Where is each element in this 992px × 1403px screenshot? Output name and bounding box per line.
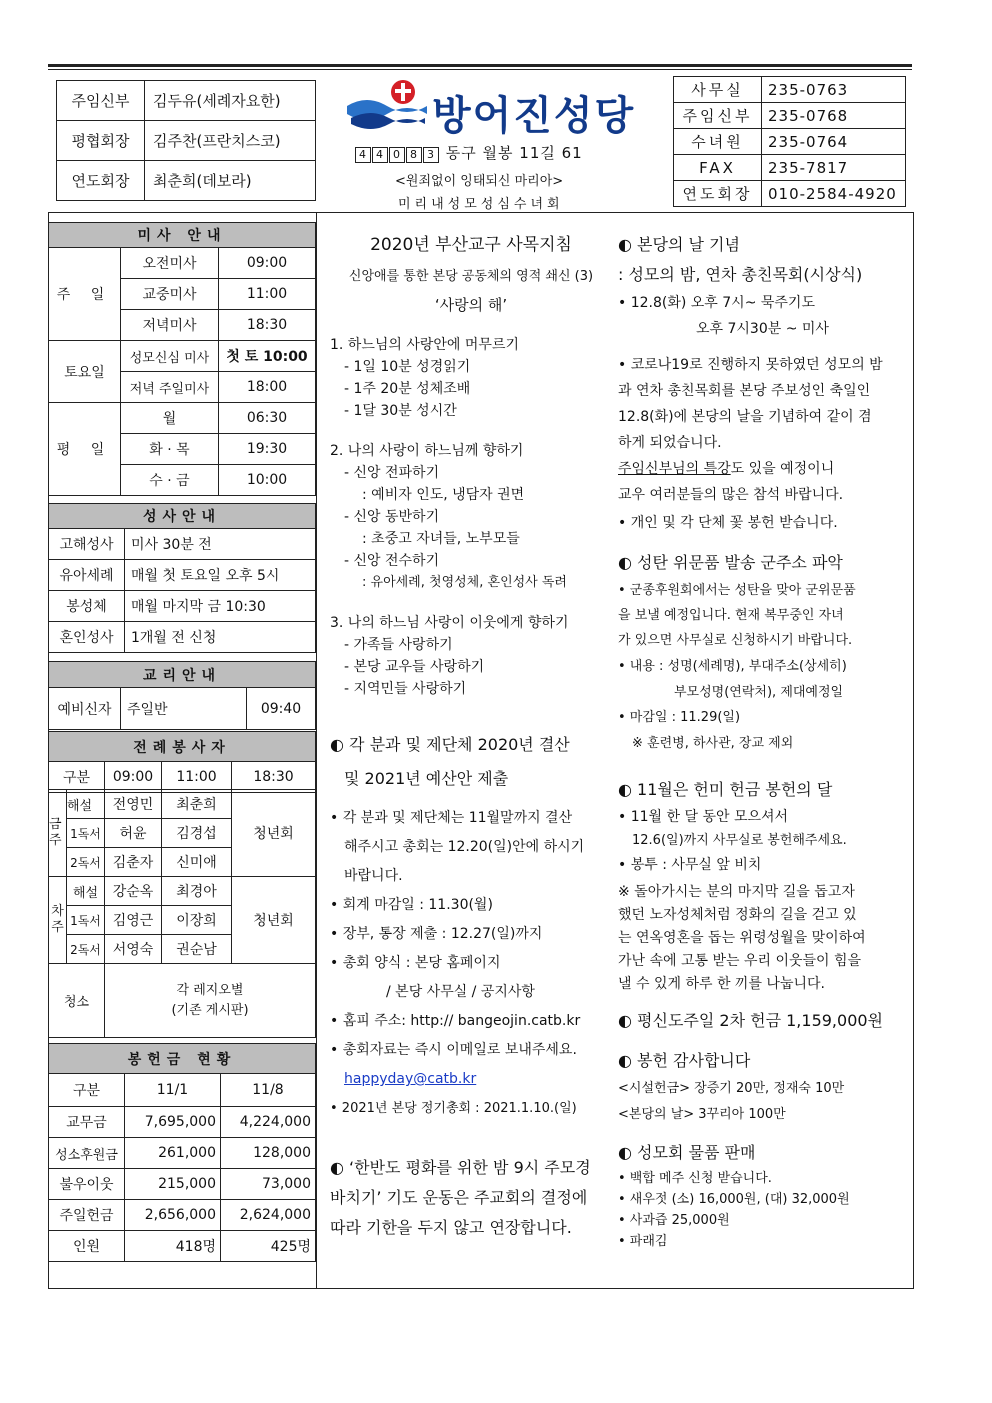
right-column bbox=[618, 230, 908, 1252]
server-role: 해설 bbox=[67, 790, 105, 819]
contact-label: 수녀원 bbox=[674, 129, 762, 155]
offering-value: 261,000 bbox=[125, 1138, 221, 1169]
gifts-deadline: • 마감일 : 11.29(일) bbox=[618, 710, 741, 725]
settlement-item: • 총회자료는 즉시 이메일로 보내주세요. bbox=[330, 1042, 577, 1058]
offering-value: 2,656,000 bbox=[125, 1200, 221, 1231]
server-name: 김춘자 bbox=[105, 848, 162, 877]
offering-value: 2,624,000 bbox=[221, 1200, 316, 1231]
server-role: 2독서 bbox=[67, 848, 105, 877]
server-role: 1독서 bbox=[67, 906, 105, 935]
sacrament-info: 매월 마지막 금 10:30 bbox=[125, 591, 316, 622]
server-this-week bbox=[48, 789, 316, 1038]
contact-label: 주임신부 bbox=[674, 103, 762, 129]
assembly-date: • 2021년 본당 정기총회 : 2021.1.10.(일) bbox=[330, 1101, 577, 1116]
server-name: 권순남 bbox=[162, 935, 232, 964]
staff-value: 김주찬(프란치스코) bbox=[145, 121, 316, 161]
november-note: 가난 속에 고통 받는 우리 이웃들이 힘을 bbox=[618, 953, 862, 969]
server-name: 전영민 bbox=[105, 790, 162, 819]
cleaning-line: (기존 게시판) bbox=[171, 1002, 249, 1018]
gifts-body: • 군종후원회에서는 성탄을 맞아 군위문품 bbox=[618, 583, 856, 598]
server-head-cell: 18:30 bbox=[232, 762, 316, 793]
server-role: 해설 bbox=[67, 877, 105, 906]
guideline-item: - 가족들 사랑하기 bbox=[344, 637, 453, 653]
staff-row bbox=[57, 161, 316, 201]
feast-lecture: 주임신부님의 특강 bbox=[618, 461, 731, 477]
offering-row bbox=[49, 1169, 316, 1200]
settlement-email-line bbox=[330, 1065, 612, 1094]
contact-value: 235-7817 bbox=[762, 155, 906, 181]
staff-value: 김두유(세례자요한) bbox=[145, 81, 316, 121]
peace-prayer: ◐ ‘한반도 평화를 위한 밤 9시 주모경 bbox=[330, 1158, 591, 1177]
staff-row bbox=[57, 121, 316, 161]
offering-name: 교무금 bbox=[49, 1107, 125, 1138]
feast-lecture-rest: 도 있을 예정이니 bbox=[730, 461, 835, 477]
offering-head-cell: 11/1 bbox=[125, 1074, 221, 1107]
guideline-item: : 예비자 인도, 냉담자 권면 bbox=[362, 487, 525, 503]
settlement-body: • 각 분과 및 제단체는 11월말까지 결산 bbox=[330, 810, 573, 826]
guideline-item: - 신앙 전수하기 bbox=[344, 553, 440, 569]
contact-row bbox=[674, 129, 906, 155]
mass-day: 주 일 bbox=[49, 248, 121, 341]
motto: <원죄없이 잉태되신 마리아> bbox=[395, 174, 564, 189]
feast-body: 교우 여러분들의 많은 참석 바랍니다. bbox=[618, 487, 844, 503]
street-address: 동구 월봉 11길 61 bbox=[445, 144, 583, 162]
mass-time: 11:00 bbox=[219, 279, 316, 310]
offering-value: 73,000 bbox=[221, 1169, 316, 1200]
server-head-cell: 09:00 bbox=[105, 762, 162, 793]
doctrine-row bbox=[49, 688, 316, 730]
postal-digit: 0 bbox=[389, 147, 405, 163]
feast-time: • 12.8(화) 오후 7시~ 묵주기도 bbox=[618, 295, 815, 311]
server-name: 이장희 bbox=[162, 906, 232, 935]
mass-name: 수 · 금 bbox=[121, 465, 219, 496]
guideline-item: - 지역민들 사랑하기 bbox=[344, 681, 467, 697]
postal-digit: 8 bbox=[406, 147, 422, 163]
guideline-point: 3. 나의 하느님 사랑이 이웃에게 향하기 bbox=[330, 615, 569, 631]
offering-value: 215,000 bbox=[125, 1169, 221, 1200]
guideline-subtitle: 신앙애를 통한 본당 공동체의 영적 쇄신 (3) bbox=[348, 269, 594, 284]
november-note: 했던 노자성체처럼 정화의 길을 걷고 있 bbox=[618, 907, 857, 923]
server-name: 강순옥 bbox=[105, 877, 162, 906]
gifts-exclude: ※ 훈련병, 하사관, 장교 제외 bbox=[632, 736, 794, 751]
server-head-cell: 11:00 bbox=[162, 762, 232, 793]
server-title: 전례봉사자 bbox=[49, 732, 316, 762]
offering-table bbox=[48, 1043, 316, 1262]
november-line: • 11월 한 달 동안 모으셔서 bbox=[618, 809, 789, 825]
mass-time: 10:00 bbox=[219, 465, 316, 496]
server-table bbox=[48, 731, 316, 793]
address bbox=[355, 142, 583, 163]
offering-value: 128,000 bbox=[221, 1138, 316, 1169]
guideline-item: - 1일 10분 성경읽기 bbox=[344, 359, 471, 375]
peace-prayer: 바치기’ 기도 운동은 주교회의 결정에 bbox=[330, 1188, 588, 1207]
mass-row bbox=[49, 248, 316, 279]
guideline-item: - 신앙 동반하기 bbox=[344, 509, 440, 525]
sacrament-row bbox=[49, 529, 316, 560]
contact-label: 연도회장 bbox=[674, 181, 762, 207]
contact-row bbox=[674, 77, 906, 103]
server-evening: 청년회 bbox=[232, 790, 316, 877]
november-line: • 봉투 : 사무실 앞 비치 bbox=[618, 857, 762, 873]
server-week-label: 금주 bbox=[49, 790, 67, 877]
sacrament-table bbox=[48, 503, 316, 653]
server-body bbox=[48, 789, 316, 1038]
sacrament-name: 혼인성사 bbox=[49, 622, 125, 653]
server-row bbox=[49, 877, 316, 906]
top-rule-thin bbox=[48, 69, 912, 70]
mass-time: 18:30 bbox=[219, 310, 316, 341]
guideline-item: - 신앙 전파하기 bbox=[344, 465, 440, 481]
settlement-item: / 본당 사무실 / 공지사항 bbox=[386, 984, 535, 1000]
server-role: 2독서 bbox=[67, 935, 105, 964]
offering-head bbox=[49, 1074, 316, 1107]
server-head bbox=[49, 762, 316, 793]
offering-value: 425명 bbox=[221, 1231, 316, 1262]
sale-title: ◐ 성모회 물품 판매 bbox=[618, 1143, 756, 1162]
offering-value: 4,224,000 bbox=[221, 1107, 316, 1138]
mass-name: 교중미사 bbox=[121, 279, 219, 310]
contact-value: 235-0763 bbox=[762, 77, 906, 103]
contact-value: 235-0764 bbox=[762, 129, 906, 155]
staff-table bbox=[56, 80, 316, 201]
sacrament-info: 미사 30분 전 bbox=[125, 529, 316, 560]
sacrament-info: 1개월 전 신청 bbox=[125, 622, 316, 653]
offering-name: 불우이웃 bbox=[49, 1169, 125, 1200]
mass-time: 첫 토 10:00 bbox=[219, 341, 316, 372]
gifts-content: 부모성명(연락처), 제대예정일 bbox=[674, 685, 844, 700]
staff-label: 연도회장 bbox=[57, 161, 145, 201]
server-name: 신미애 bbox=[162, 848, 232, 877]
contact-row bbox=[674, 103, 906, 129]
top-rule-thick bbox=[48, 64, 912, 67]
thanks-line: <본당의 날> 3꾸리아 100만 bbox=[618, 1107, 786, 1122]
guideline-point: 1. 하느님의 사랑안에 머무르기 bbox=[330, 337, 519, 353]
feast-lecture-line bbox=[618, 456, 908, 482]
offering-head-cell: 구분 bbox=[49, 1074, 125, 1107]
offering-row bbox=[49, 1138, 316, 1169]
november-note: 낼 수 있게 하루 한 끼를 나눕니다. bbox=[618, 976, 825, 992]
sale-item: • 파래김 bbox=[618, 1234, 668, 1249]
settlement-item: • 총회 양식 : 본당 홈페이지 bbox=[330, 955, 501, 971]
guideline-item: : 유아세례, 첫영성체, 혼인성사 독려 bbox=[362, 575, 567, 590]
settlement-item: • 장부, 통장 제출 : 12.27(일)까지 bbox=[330, 926, 543, 942]
doctrine-time: 09:40 bbox=[247, 688, 316, 730]
contact-label: FAX bbox=[674, 155, 762, 181]
thanks-title: ◐ 봉헌 감사합니다 bbox=[618, 1051, 751, 1070]
november-note: ※ 돌아가시는 분의 마지막 길을 돕고자 bbox=[618, 884, 855, 900]
sacrament-title: 성사안내 bbox=[49, 504, 316, 529]
server-name: 최경아 bbox=[162, 877, 232, 906]
server-name: 서영숙 bbox=[105, 935, 162, 964]
mass-row bbox=[49, 403, 316, 434]
column-divider bbox=[316, 212, 317, 1289]
sacrament-name: 고해성사 bbox=[49, 529, 125, 560]
sacrament-info: 매월 첫 토요일 오후 5시 bbox=[125, 560, 316, 591]
guideline-item: - 본당 교우들 사랑하기 bbox=[344, 659, 485, 675]
mass-time: 09:00 bbox=[219, 248, 316, 279]
settlement-body: 바랍니다. bbox=[344, 868, 403, 884]
server-name: 최춘희 bbox=[162, 790, 232, 819]
contact-value: 010-2584-4920 bbox=[762, 181, 906, 207]
feast-body: 과 연차 총친목회를 본당 주보성인 축일인 bbox=[618, 383, 871, 399]
settlement-body: 해주시고 총회는 12.20(일)안에 하시기 bbox=[344, 839, 585, 855]
church-logo-icon bbox=[345, 76, 431, 132]
server-head-cell: 구분 bbox=[49, 762, 105, 793]
gifts-body: 가 있으면 사무실로 신청하시기 바랍니다. bbox=[618, 633, 853, 648]
church-name: 방어진성당 bbox=[432, 93, 636, 139]
gifts-body: 을 보낼 예정입니다. 현재 복무중인 자녀 bbox=[618, 608, 844, 623]
postal-digit: 3 bbox=[423, 147, 439, 163]
november-line: 12.6(일)까지 사무실로 봉헌해주세요. bbox=[632, 833, 847, 848]
mass-time: 06:30 bbox=[219, 403, 316, 434]
doctrine-class: 주일반 bbox=[121, 688, 247, 730]
offering-value: 418명 bbox=[125, 1231, 221, 1262]
mass-time: 19:30 bbox=[219, 434, 316, 465]
mass-title: 미사 안내 bbox=[49, 223, 316, 248]
sale-item: • 새우젓 (소) 16,000원, (대) 32,000원 bbox=[618, 1192, 850, 1207]
sacrament-name: 봉성체 bbox=[49, 591, 125, 622]
sacrament-row bbox=[49, 591, 316, 622]
mass-name: 성모신심 미사 bbox=[121, 341, 219, 372]
settlement-item: • 회계 마감일 : 11.30(월) bbox=[330, 897, 493, 913]
guideline-item: - 1주 20분 성체조배 bbox=[344, 381, 471, 397]
middle-column bbox=[330, 230, 612, 1243]
cleaning-info bbox=[105, 964, 316, 1038]
thanks-line: <시설헌금> 장증기 20만, 정재숙 10만 bbox=[618, 1081, 845, 1096]
server-row bbox=[49, 790, 316, 819]
server-name: 허윤 bbox=[105, 819, 162, 848]
mass-name: 저녁미사 bbox=[121, 310, 219, 341]
mass-name: 화 · 목 bbox=[121, 434, 219, 465]
feast-body: 하게 되었습니다. bbox=[618, 435, 722, 451]
server-name: 김경섭 bbox=[162, 819, 232, 848]
staff-row bbox=[57, 81, 316, 121]
cleaning-label: 청소 bbox=[49, 964, 105, 1038]
contact-label: 사무실 bbox=[674, 77, 762, 103]
guideline-title: 2020년 부산교구 사목지침 bbox=[370, 235, 572, 255]
offering-title: 봉헌금 현황 bbox=[49, 1044, 316, 1074]
feast-subtitle: : 성모의 밤, 연차 총친목회(시상식) bbox=[618, 265, 863, 284]
mass-name: 오전미사 bbox=[121, 248, 219, 279]
server-evening: 청년회 bbox=[232, 877, 316, 964]
offering-row bbox=[49, 1107, 316, 1138]
sale-item: • 사과즙 25,000원 bbox=[618, 1213, 730, 1228]
staff-value: 최춘희(데보라) bbox=[145, 161, 316, 201]
doctrine-title: 교리안내 bbox=[49, 662, 316, 688]
peace-prayer: 따라 기한을 두지 않고 연장합니다. bbox=[330, 1218, 572, 1237]
offering-name: 성소후원금 bbox=[49, 1138, 125, 1169]
doctrine-table bbox=[48, 661, 316, 730]
offering-row bbox=[49, 1231, 316, 1262]
mass-table bbox=[48, 222, 316, 496]
offering-name: 인원 bbox=[49, 1231, 125, 1262]
mass-name: 저녁 주일미사 bbox=[121, 372, 219, 403]
sacrament-row bbox=[49, 560, 316, 591]
feast-title: ◐ 본당의 날 기념 bbox=[618, 235, 740, 254]
mass-name: 월 bbox=[121, 403, 219, 434]
offering-row bbox=[49, 1200, 316, 1231]
offering-head-cell: 11/8 bbox=[221, 1074, 316, 1107]
settlement-title: 및 2021년 예산안 제출 bbox=[344, 769, 509, 788]
mass-day: 토요일 bbox=[49, 341, 121, 403]
postal-digit: 4 bbox=[372, 147, 388, 163]
feast-body: 12.8(화)에 본당의 날을 기념하여 같이 겸 bbox=[618, 409, 872, 425]
email-link[interactable]: happyday@catb.kr bbox=[344, 1071, 477, 1087]
contact-row bbox=[674, 155, 906, 181]
server-role: 1독서 bbox=[67, 819, 105, 848]
gifts-title: ◐ 성탄 위문품 발송 군주소 파악 bbox=[618, 553, 843, 572]
guideline-theme: ‘사랑의 해’ bbox=[434, 296, 508, 314]
contact-table bbox=[673, 76, 906, 207]
staff-label: 평협회장 bbox=[57, 121, 145, 161]
peace-sunday-offering: ◐ 평신도주일 2차 헌금 1,159,000원 bbox=[618, 1011, 884, 1030]
convent-name: 미리내성모성심수녀회 bbox=[398, 197, 564, 212]
mass-row bbox=[49, 341, 316, 372]
guideline-item: : 초중고 자녀들, 노부모들 bbox=[362, 531, 520, 547]
november-note: 는 연옥영혼을 돕는 위령성월을 맞이하여 bbox=[618, 930, 866, 946]
november-title: ◐ 11월은 헌미 헌금 봉헌의 달 bbox=[618, 780, 833, 799]
settlement-title: ◐ 각 분과 및 제단체 2020년 결산 bbox=[330, 735, 570, 754]
contact-row bbox=[674, 181, 906, 207]
server-week-label: 차주 bbox=[49, 877, 67, 964]
guideline-point: 2. 나의 사랑이 하느님께 향하기 bbox=[330, 443, 524, 459]
cleaning-row bbox=[49, 964, 316, 1038]
sacrament-name: 유아세례 bbox=[49, 560, 125, 591]
feast-time: 오후 7시30분 ~ 미사 bbox=[696, 321, 829, 337]
feast-body: • 코로나19로 진행하지 못하였던 성모의 밤 bbox=[618, 357, 883, 373]
settlement-item: • 홈피 주소: http:// bangeojin.catb.kr bbox=[330, 1013, 581, 1029]
contact-value: 235-0768 bbox=[762, 103, 906, 129]
offering-name: 주일헌금 bbox=[49, 1200, 125, 1231]
mass-day: 평 일 bbox=[49, 403, 121, 496]
mass-time: 18:00 bbox=[219, 372, 316, 403]
gifts-content: • 내용 : 성명(세례명), 부대주소(상세히) bbox=[618, 659, 847, 674]
feast-flowers: • 개인 및 각 단체 꽃 봉헌 받습니다. bbox=[618, 515, 838, 531]
guideline-item: - 1달 30분 성시간 bbox=[344, 403, 457, 419]
cleaning-line: 각 레지오별 bbox=[176, 982, 244, 998]
doctrine-label: 예비신자 bbox=[49, 688, 121, 730]
staff-label: 주임신부 bbox=[57, 81, 145, 121]
offering-value: 7,695,000 bbox=[125, 1107, 221, 1138]
sale-item: • 백합 메주 신청 받습니다. bbox=[618, 1171, 772, 1186]
server-name: 김영근 bbox=[105, 906, 162, 935]
postal-digit: 4 bbox=[355, 147, 371, 163]
sacrament-row bbox=[49, 622, 316, 653]
